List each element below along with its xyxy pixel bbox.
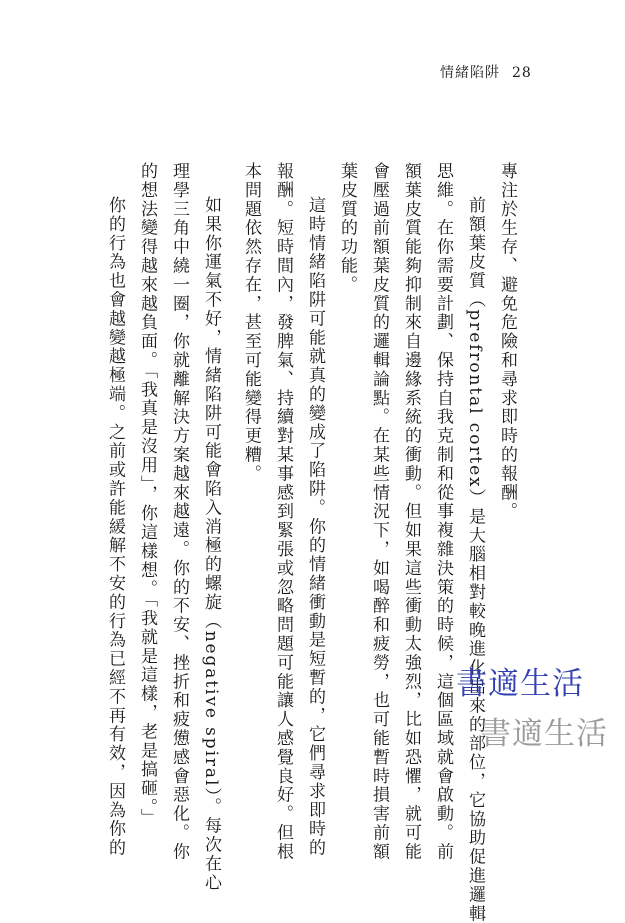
running-header <box>440 62 532 82</box>
text-column-11: 理學三角中繞一圈，你就離解決方案越來越遠。你的不安、挫折和疲憊感會惡化。你 <box>169 162 189 862</box>
text-column-8: 報酬。短時間內，發脾氣、持續對某事感到緊張或忽略問題可能讓人感覺良好。但根 <box>273 162 293 862</box>
book-title: 情緒陷阱 <box>440 65 500 81</box>
text-column-3: 思維。在你需要計劃、保持自我克制和從事複雜決策的時候，這個區域就會啟動。前 <box>433 162 453 862</box>
text-column-12: 的想法變得越來越負面。「我真是沒用」，你這樣想。「我就是這樣，老是搞砸。」 <box>137 162 157 828</box>
text-column-7: 這時情緒陷阱可能就真的變成了陷阱。你的情緒衝動是短暫的，它們尋求即時的 <box>305 196 325 858</box>
watermark-logo-primary: 書適生活 <box>456 666 584 702</box>
text-column-2: 前額葉皮質（prefrontal cortex）是大腦相對較晚進化出來的部位，它協助促進邏輯 <box>465 196 485 923</box>
text-column-5: 會壓過前額葉皮質的邏輯論點。在某些情況下，如喝醉和疲勞，也可能暫時損害前額 <box>369 162 389 862</box>
watermark-logo-secondary: 書適生活 <box>480 716 608 752</box>
text-column-1: 專注於生存、避免危險和尋求即時的報酬。 <box>497 162 517 522</box>
text-column-10: 如果你運氣不好，情緒陷阱可能會陷入消極的螺旋（negative spiral）。每次在心 <box>201 196 221 893</box>
text-column-9: 本問題依然存在，甚至可能變得更糟。 <box>241 162 261 484</box>
text-column-13: 你的行為也會越變越極端。之前或許能緩解不安的行為已經不再有效，因為你的 <box>105 196 125 858</box>
page-number: 28 <box>512 65 532 81</box>
text-column-6: 葉皮質的功能。 <box>337 162 357 295</box>
text-column-4: 額葉皮質能夠抑制來自邊緣系統的衝動。但如果這些衝動太強烈，比如恐懼，就可能 <box>401 162 421 862</box>
